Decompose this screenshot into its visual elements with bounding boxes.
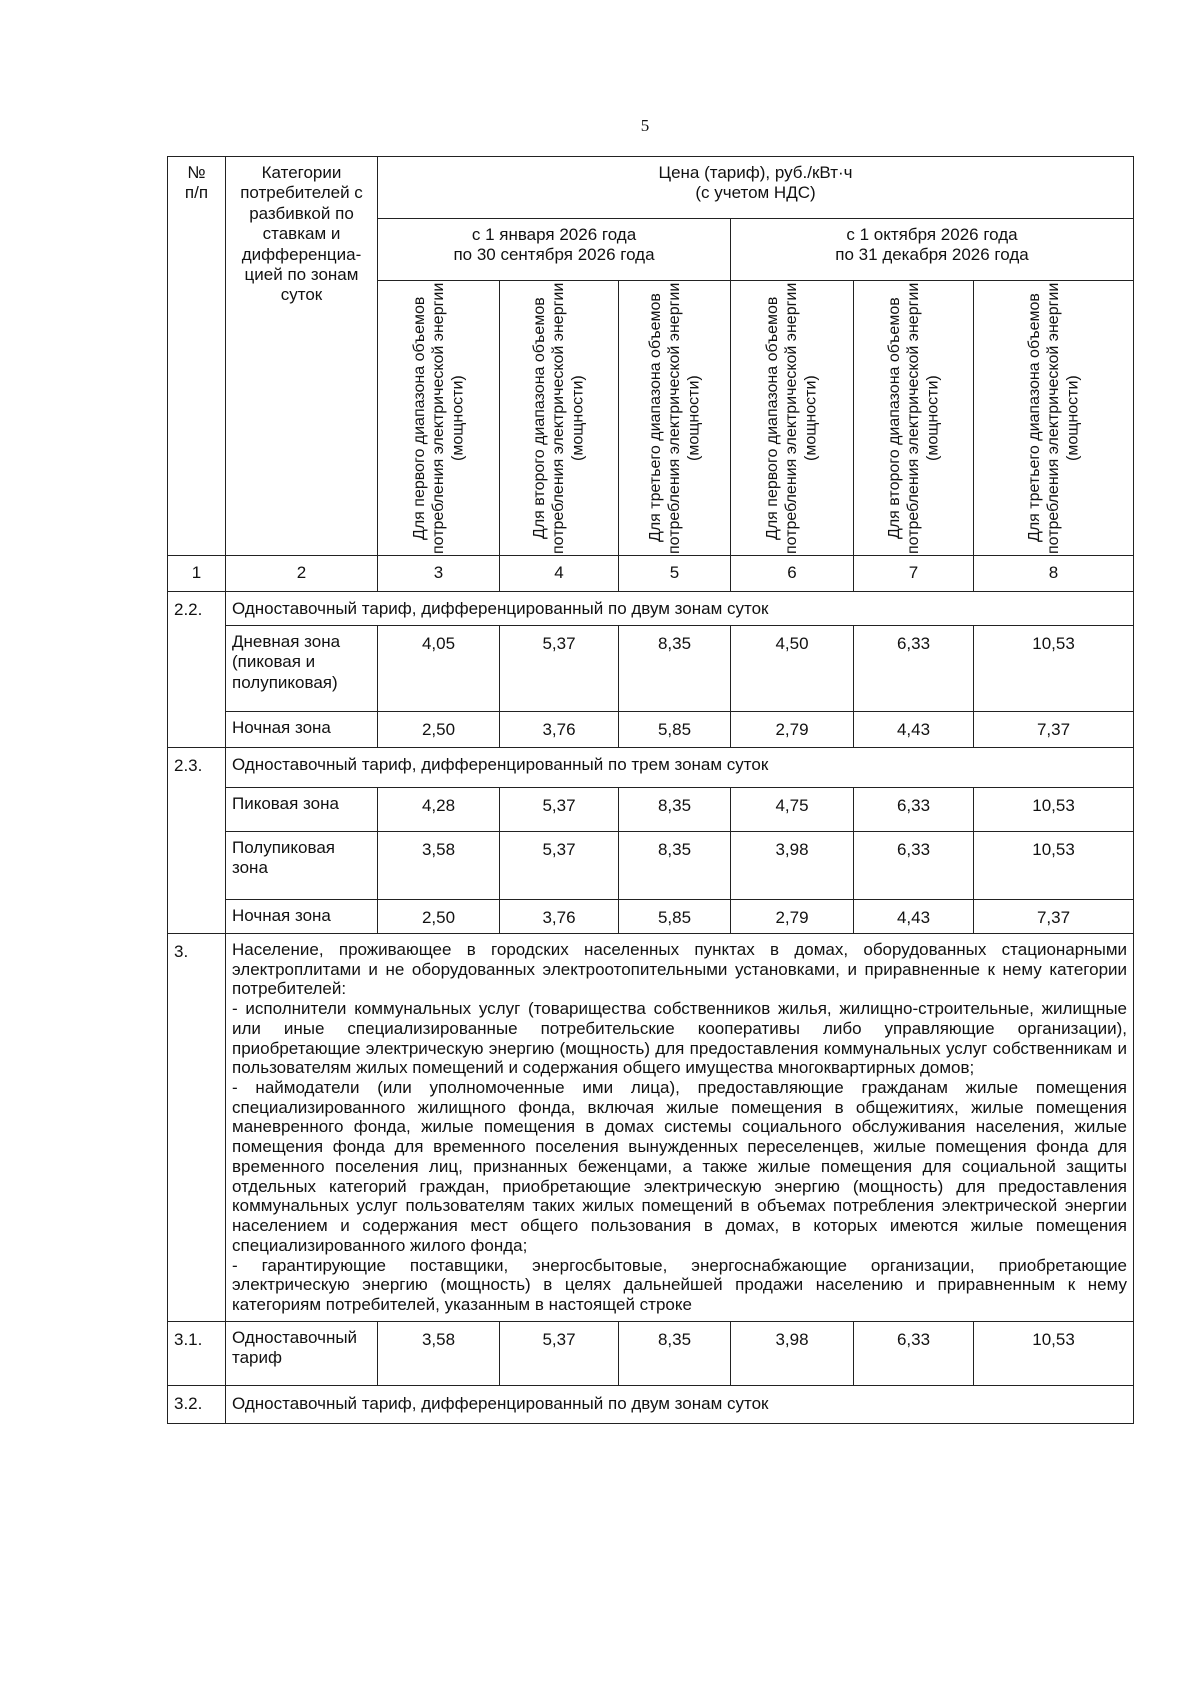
table-cell: 10,53 (974, 1321, 1134, 1385)
subheader-3 (619, 281, 731, 556)
section-3-description (226, 934, 1134, 1322)
table-row (168, 900, 1134, 934)
table-cell: 8,35 (619, 832, 731, 900)
table-cell: 7,37 (974, 900, 1134, 934)
section-3-row (168, 934, 1134, 1322)
subheader-5 (854, 281, 974, 556)
period-1-label: с 1 января 2026 года по 30 сентября 2026 года (453, 225, 655, 265)
table-cell: 6,33 (854, 1321, 974, 1385)
tariff-table (167, 156, 1134, 1424)
table-cell: 10,53 (974, 626, 1134, 712)
subheader-6 (974, 281, 1134, 556)
table-cell: 2,50 (378, 900, 500, 934)
section-title: Одноставочный тариф, дифференцированный по двум зонам суток (226, 592, 1134, 626)
header-num: № п/п (184, 163, 209, 203)
table-cell: 8,35 (619, 1321, 731, 1385)
table-cell: 7,37 (974, 712, 1134, 748)
column-number-row (168, 556, 1134, 592)
table-cell: 6,33 (854, 832, 974, 900)
zone-label: Полупиковая зона (226, 832, 378, 900)
table-cell: 2,79 (731, 712, 854, 748)
section-title: Одноставочный тариф, дифференцированный по трем зонам суток (226, 748, 1134, 788)
zone-label: Пиковая зона (226, 788, 378, 832)
table-row (168, 788, 1134, 832)
col-number: 5 (619, 556, 731, 592)
section-2-2-header (168, 592, 1134, 626)
table-cell: 2,50 (378, 712, 500, 748)
table-cell: 4,43 (854, 900, 974, 934)
paragraph: - гарантирующие поставщики, энергосбытовые, энергоснабжающие организации, приобретающие электрическую энергию (мощность) в целях дальнейшей продажи населению и приравненным к нему категориям потребителей, указанным в настоящей строке (232, 1255, 1128, 1314)
table-cell: 5,37 (500, 626, 619, 712)
section-title: Одноставочный тариф, дифференцированный по двум зонам суток (226, 1385, 1134, 1423)
row-number: 2.2. (168, 592, 226, 748)
zone-label: Ночная зона (226, 900, 378, 934)
subheader-1 (378, 281, 500, 556)
row-number: 3.2. (168, 1385, 226, 1423)
table-cell: 4,05 (378, 626, 500, 712)
col-number: 1 (168, 556, 226, 592)
zone-label: Ночная зона (226, 712, 378, 748)
table-cell: 6,33 (854, 788, 974, 832)
subheader-text: Для второго диапазона объемов потребления электрической энергии (мощности) (531, 282, 587, 554)
table-row (168, 626, 1134, 712)
subheader-4 (731, 281, 854, 556)
table-cell: 5,37 (500, 1321, 619, 1385)
header-price-cell (378, 157, 1134, 219)
table-cell: 4,75 (731, 788, 854, 832)
table-cell: 6,33 (854, 626, 974, 712)
table-cell: 5,85 (619, 712, 731, 748)
table-cell: 3,98 (731, 1321, 854, 1385)
subheader-text: Для первого диапазона объемов потребления электрической энергии (мощности) (410, 282, 467, 554)
table-cell: 10,53 (974, 832, 1134, 900)
header-period-2 (731, 219, 1134, 281)
col-number: 6 (731, 556, 854, 592)
table-row (168, 712, 1134, 748)
section-2-3-header (168, 748, 1134, 788)
header-num-cell (168, 157, 226, 556)
header-price: Цена (тариф), руб./кВт·ч (с учетом НДС) (658, 163, 853, 203)
page-number: 5 (640, 116, 650, 135)
table-row (168, 832, 1134, 900)
subheader-text: Для третьего диапазона объемов потребления электрической энергии (мощности) (1025, 282, 1082, 554)
row-number: 2.3. (168, 748, 226, 934)
zone-label: Дневная зона (пиковая и полупиковая) (226, 626, 378, 712)
paragraph: Население, проживающее в городских населенных пунктах в домах, оборудованных стационарными электроплитами и не оборудованных электроотопительными установками, и приравненные к нему категории потребителей: (232, 940, 1128, 999)
table-cell: 3,76 (500, 712, 619, 748)
table-cell: 2,79 (731, 900, 854, 934)
subheader-text: Для второго диапазона объемов потребления электрической энергии (мощности) (885, 282, 942, 554)
period-2-label: с 1 октября 2026 года по 31 декабря 2026 года (835, 225, 1029, 265)
table-cell: 10,53 (974, 788, 1134, 832)
col-number: 8 (974, 556, 1134, 592)
table-cell: 4,50 (731, 626, 854, 712)
table-cell: 5,37 (500, 788, 619, 832)
table-cell: 4,43 (854, 712, 974, 748)
table-cell: 8,35 (619, 788, 731, 832)
table-row (168, 1321, 1134, 1385)
tariff-label: Одноставочный тариф (226, 1321, 378, 1385)
header-category-cell (226, 157, 378, 556)
table-cell: 8,35 (619, 626, 731, 712)
table-cell: 4,28 (378, 788, 500, 832)
header-category: Категории потребителей с разбивкой по ставкам и дифференциа-цией по зонам суток (240, 163, 363, 305)
table-cell: 5,37 (500, 832, 619, 900)
row-number: 3.1. (168, 1321, 226, 1385)
col-number: 7 (854, 556, 974, 592)
subheader-text: Для первого диапазона объемов потребления электрической энергии (мощности) (764, 282, 820, 554)
section-3-2-header (168, 1385, 1134, 1423)
table-cell: 5,85 (619, 900, 731, 934)
table-cell: 3,98 (731, 832, 854, 900)
table-cell: 3,58 (378, 832, 500, 900)
col-number: 3 (378, 556, 500, 592)
table-cell: 3,76 (500, 900, 619, 934)
col-number: 2 (226, 556, 378, 592)
subheader-2 (500, 281, 619, 556)
paragraph: - наймодатели (или уполномоченные ими лица), предоставляющие гражданам жилые помещения специализированного жилищного фонда, включая жилые помещения в общежитиях, жилые помещения маневренного фонда, жилые помещения в домах системы социального обслуживания населения, жилые помещения фонда для временного поселения вынужденных переселенцев, жилые помещения фонда для временного поселения лиц, признанных беженцами, а также жилые помещения для социальной защиты отдельных категорий граждан, приобретающие электрическую энергию (мощность) для предоставления коммунальных услуг пользователям таких жилых помещений в объемах потребления электрической энергии населением и содержания мест общего пользования в домах, в которых имеются жилые помещения специализированного жилого фонда; (232, 1078, 1128, 1255)
table-cell: 3,58 (378, 1321, 500, 1385)
subheader-text: Для третьего диапазона объемов потребления электрической энергии (мощности) (646, 282, 703, 554)
paragraph: - исполнители коммунальных услуг (товарищества собственников жилья, жилищно-строительные, жилищные или иные специализированные потребительские кооперативы либо управляющие организации), приобретающие электрическую энергию (мощность) для предоставления коммунальных услуг собственникам и пользователям жилых помещений и содержания общего имущества многоквартирных домов; (232, 999, 1128, 1078)
row-number: 3. (168, 934, 226, 1322)
col-number: 4 (500, 556, 619, 592)
header-period-1 (378, 219, 731, 281)
